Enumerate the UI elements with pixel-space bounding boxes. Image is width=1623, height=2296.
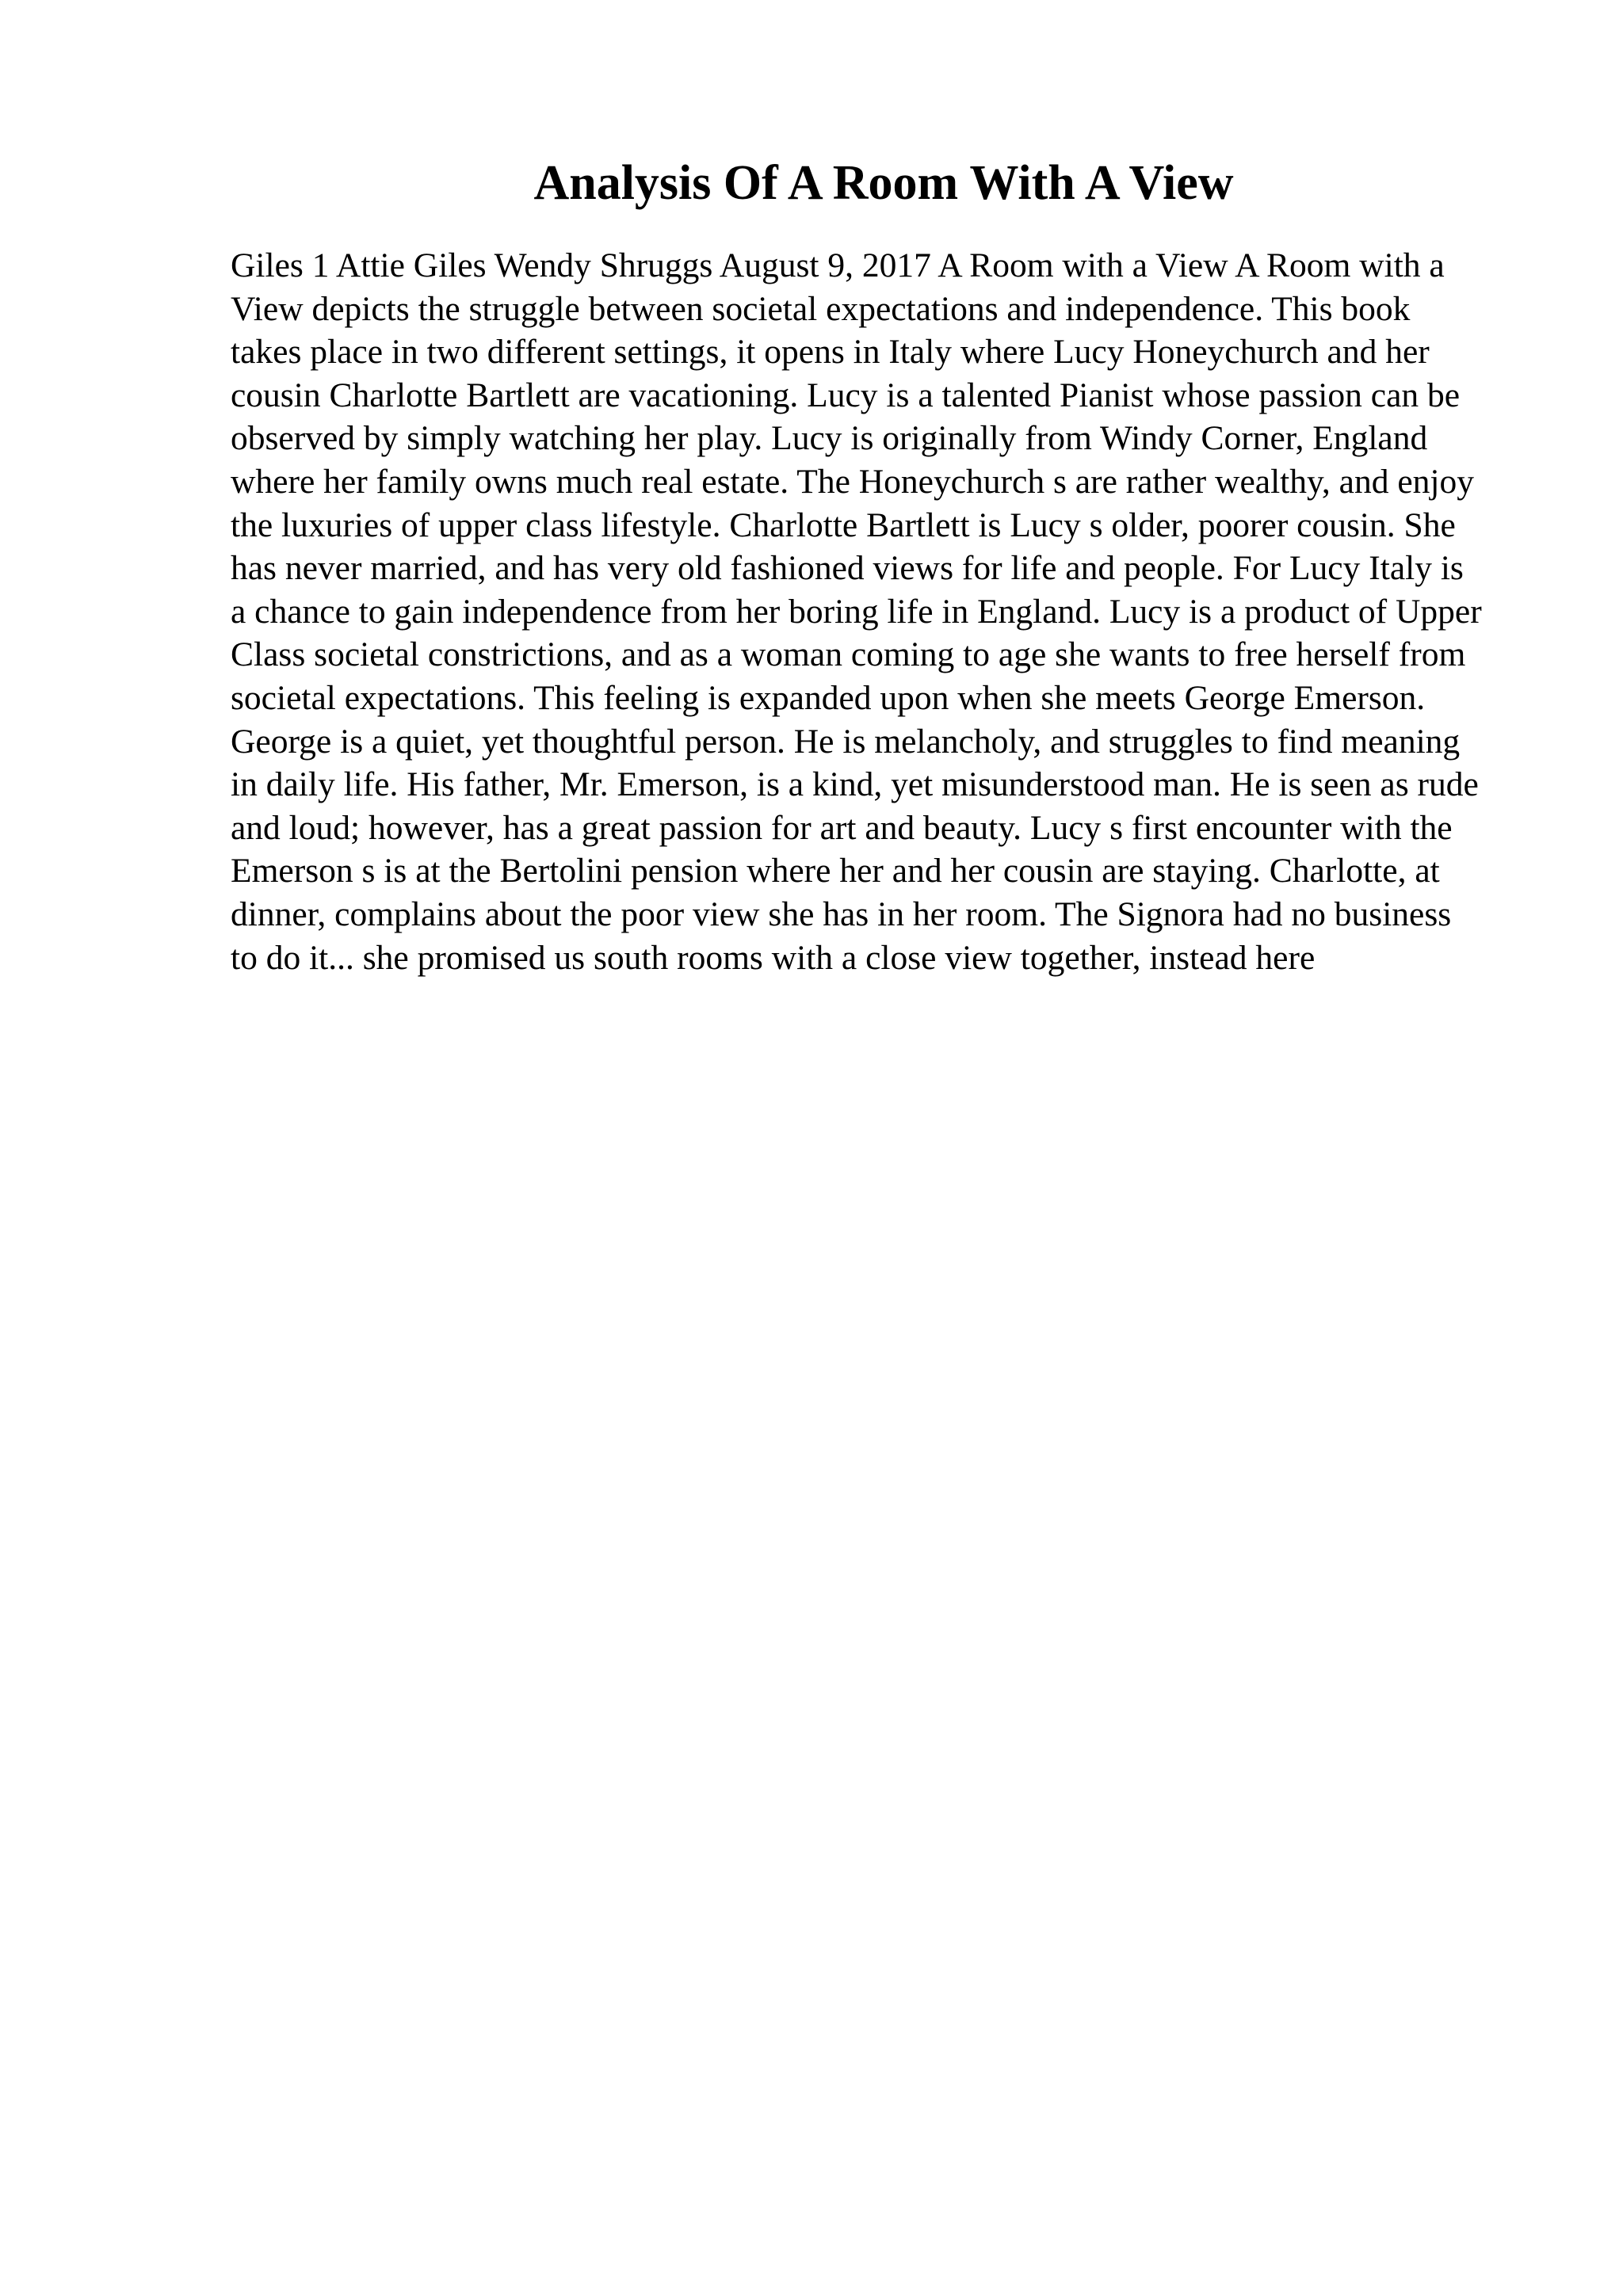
body-container bbox=[231, 244, 1483, 979]
document-title: Analysis Of A Room With A View bbox=[533, 156, 1234, 210]
document-body-text: Giles 1 Attie Giles Wendy Shruggs August 9, 2017 A Room with a View A Room with a View depicts the struggle between societal expectations and independence. This book takes place in two different settings, it opens in Italy where Lucy Honeychurch and her cousin Charlotte Bartlett are vacationing. Lucy is a talented Pianist whose passion can be observed by simply watching her play. Lucy is originally from Windy Corner, England where her family owns much real estate. The Honeychurch s are rather wealthy, and enjoy the luxuries of upper class lifestyle. Charlotte Bartlett is Lucy s older, poorer cousin. She has never married, and has very old fashioned views for life and people. For Lucy Italy is a chance to gain independence from her boring life in England. Lucy is a product of Upper Class societal constrictions, and as a woman coming to age she wants to free herself from societal expectations. This feeling is expanded upon when she meets George Emerson. George is a quiet, yet thoughtful person. He is melancholy, and struggles to find meaning in daily life. His father, Mr. Emerson, is a kind, yet misunderstood man. He is seen as rude and loud; however, has a great passion for art and beauty. Lucy s first encounter with the Emerson s is at the Bertolini pension where her and her cousin are staying. Charlotte, at dinner, complains about the poor view she has in her room. The Signora had no business to do it... she promised us south rooms with a close view together, instead here bbox=[231, 246, 1482, 977]
title-container bbox=[0, 147, 1623, 219]
